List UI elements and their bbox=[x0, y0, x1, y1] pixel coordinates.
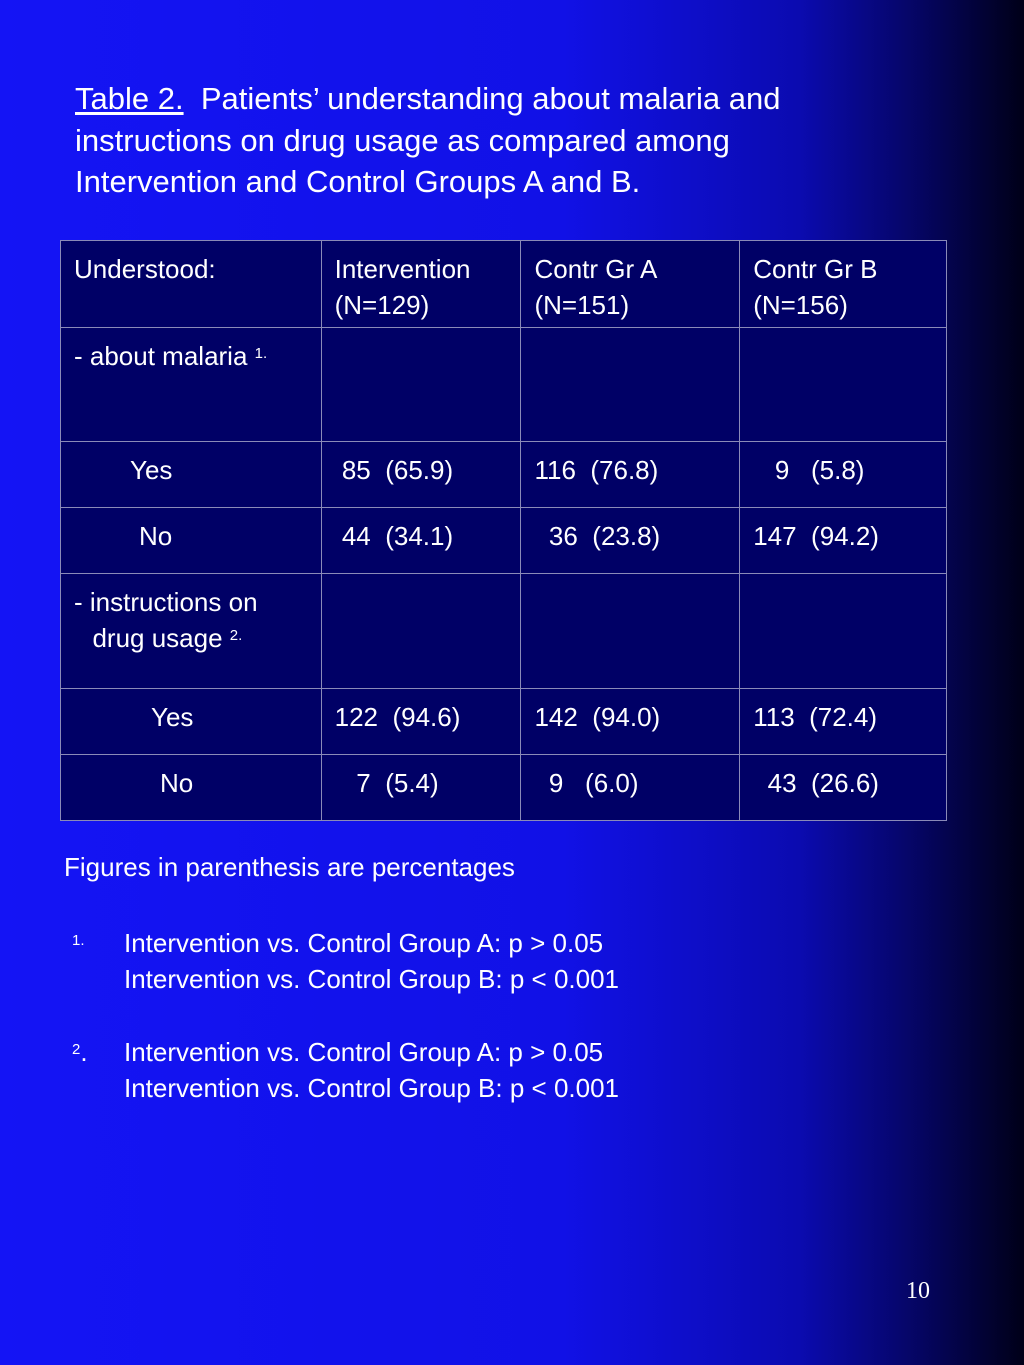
cell-group-b: 43 (26.6) bbox=[740, 755, 947, 821]
empty-cell bbox=[321, 328, 521, 442]
page-number: 10 bbox=[906, 1278, 930, 1304]
row-label-yes: Yes bbox=[61, 689, 322, 755]
header-understood: Understood: bbox=[61, 241, 322, 328]
row-label-yes: Yes bbox=[61, 442, 322, 508]
cell-group-b: 147 (94.2) bbox=[740, 508, 947, 574]
footnote-mark-2: $^2$. bbox=[72, 1037, 88, 1067]
cell-group-a: 36 (23.8) bbox=[521, 508, 740, 574]
table-header-row bbox=[61, 241, 947, 328]
cell-group-a: 116 (76.8) bbox=[521, 442, 740, 508]
footnote-2-line-1: Intervention vs. Control Group A: p > 0.05 bbox=[124, 1037, 604, 1067]
table-row bbox=[61, 508, 947, 574]
empty-cell bbox=[321, 574, 521, 689]
row-label-no: No bbox=[61, 755, 322, 821]
header-intervention: Intervention (N=129) bbox=[321, 241, 521, 328]
table-row bbox=[61, 442, 947, 508]
footnote-mark-1: 1. bbox=[72, 932, 85, 949]
footnote-1 bbox=[72, 925, 619, 997]
footnote-1-line-1: Intervention vs. Control Group A: p > 0.05 bbox=[124, 928, 604, 958]
cell-intervention: 44 (34.1) bbox=[321, 508, 521, 574]
section-label-drug-usage: - instructions on drug usage $^{2.}$ bbox=[61, 574, 322, 689]
cell-intervention: 85 (65.9) bbox=[321, 442, 521, 508]
footnote-ref-1: 1. bbox=[254, 345, 268, 362]
row-label-no: No bbox=[61, 508, 322, 574]
table-label: Table 2. bbox=[75, 81, 184, 116]
section-label-malaria: - about malaria $^{1.}$ bbox=[61, 328, 322, 442]
results-table bbox=[60, 240, 947, 821]
title-line-3: Intervention and Control Groups A and B. bbox=[75, 164, 641, 199]
footnote-1-line-2: Intervention vs. Control Group B: p < 0.001 bbox=[124, 964, 620, 994]
cell-group-b: 9 (5.8) bbox=[740, 442, 947, 508]
empty-cell bbox=[521, 328, 740, 442]
section-row-malaria bbox=[61, 328, 947, 442]
empty-cell bbox=[521, 574, 740, 689]
empty-cell bbox=[740, 328, 947, 442]
cell-intervention: 122 (94.6) bbox=[321, 689, 521, 755]
table-row bbox=[61, 689, 947, 755]
title-line-2: instructions on drug usage as compared among bbox=[75, 122, 730, 158]
footnote-2 bbox=[72, 1034, 619, 1106]
empty-cell bbox=[740, 574, 947, 689]
table-row bbox=[61, 755, 947, 821]
footnote-ref-2: 2. bbox=[229, 627, 243, 644]
title-line-1: Patients’ understanding about malaria and bbox=[200, 81, 781, 116]
cell-group-b: 113 (72.4) bbox=[740, 689, 947, 755]
slide-title bbox=[75, 78, 935, 203]
cell-intervention: 7 (5.4) bbox=[321, 755, 521, 821]
footnote-2-line-2: Intervention vs. Control Group B: p < 0.001 bbox=[124, 1073, 620, 1103]
header-control-group-b: Contr Gr B (N=156) bbox=[740, 241, 947, 328]
section-row-drug-usage bbox=[61, 574, 947, 689]
header-control-group-a: Contr Gr A (N=151) bbox=[521, 241, 740, 328]
cell-group-a: 9 (6.0) bbox=[521, 755, 740, 821]
cell-group-a: 142 (94.0) bbox=[521, 689, 740, 755]
percentage-note: Figures in parenthesis are percentages bbox=[64, 852, 515, 882]
